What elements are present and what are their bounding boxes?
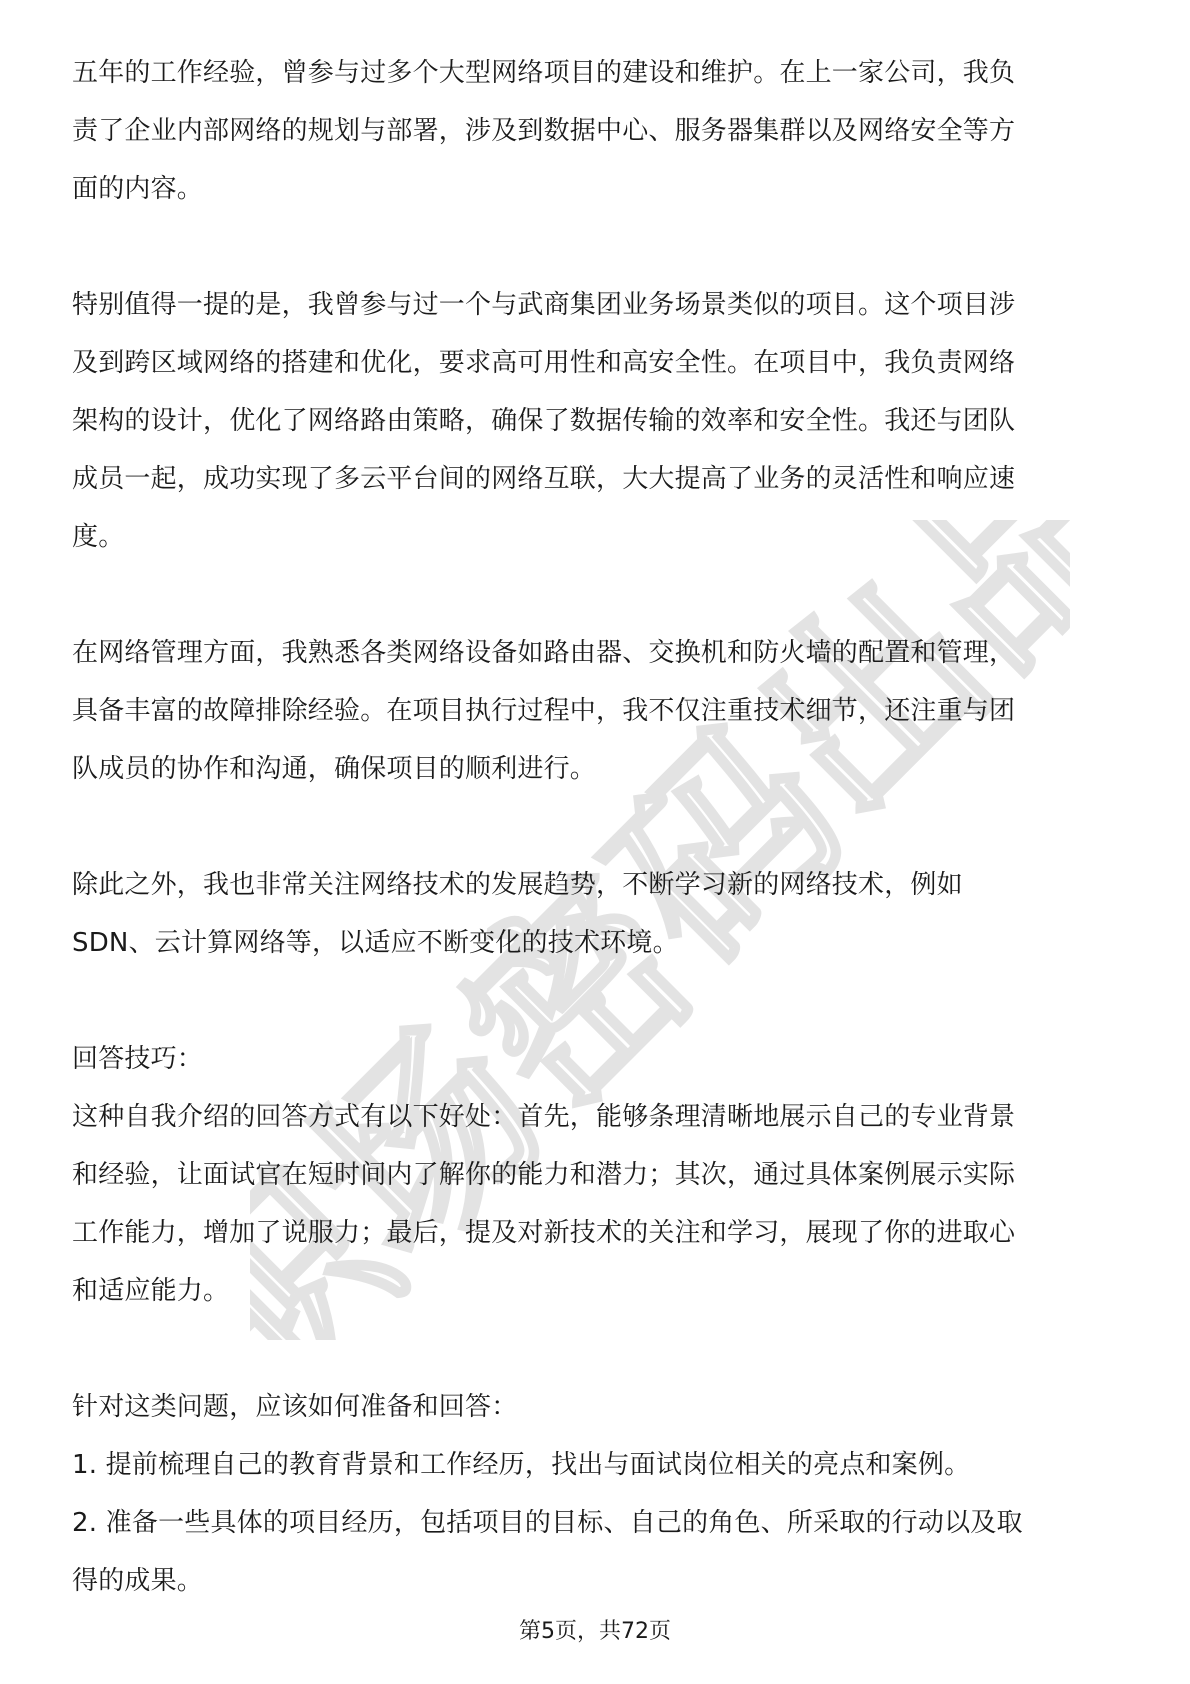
- paragraph-4: [72, 856, 1122, 972]
- paragraph-answer-tips: [72, 1030, 1122, 1320]
- section-heading: 回答技巧：: [72, 1044, 204, 1074]
- paragraph-1: [72, 44, 1122, 218]
- list-item: 2. 准备一些具体的项目经历，包括项目的目标、自己的角色、所采取的行动以及取: [72, 1508, 1023, 1538]
- page-number: 第5页，共72页: [519, 1619, 671, 1644]
- text-line: 特别值得一提的是，我曾参与过一个与武商集团业务场景类似的项目。这个项目涉: [72, 290, 1016, 320]
- text-line: 除此之外，我也非常关注网络技术的发展趋势，不断学习新的网络技术，例如: [72, 870, 963, 900]
- text-line: 和经验，让面试官在短时间内了解你的能力和潜力；其次，通过具体案例展示实际: [72, 1160, 1016, 1190]
- paragraph-gap: [72, 566, 1122, 624]
- text-line: SDN、云计算网络等，以适应不断变化的技术环境。: [72, 928, 679, 958]
- paragraph-gap: [72, 218, 1122, 276]
- text-line: 架构的设计，优化了网络路由策略，确保了数据传输的效率和安全性。我还与团队: [72, 406, 1016, 436]
- list-item: 1. 提前梳理自己的教育背景和工作经历，找出与面试岗位相关的亮点和案例。: [72, 1450, 971, 1480]
- page-footer: [0, 1614, 1190, 1645]
- text-line: 成员一起，成功实现了多云平台间的网络互联，大大提高了业务的灵活性和响应速: [72, 464, 1016, 494]
- text-line: 和适应能力。: [72, 1276, 230, 1306]
- watermark-text: 职场密码出品: [250, 520, 1070, 1340]
- paragraph-preparation: [72, 1378, 1122, 1610]
- text-line: 及到跨区域网络的搭建和优化，要求高可用性和高安全性。在项目中，我负责网络: [72, 348, 1016, 378]
- paragraph-gap: [72, 972, 1122, 1030]
- section-heading: 针对这类问题，应该如何准备和回答：: [72, 1392, 518, 1422]
- text-line: 具备丰富的故障排除经验。在项目执行过程中，我不仅注重技术细节，还注重与团: [72, 696, 1016, 726]
- text-line: 度。: [72, 522, 125, 552]
- paragraph-2: [72, 276, 1122, 566]
- text-line: 得的成果。: [72, 1566, 204, 1596]
- text-line: 五年的工作经验，曾参与过多个大型网络项目的建设和维护。在上一家公司，我负: [72, 58, 1016, 88]
- text-line: 责了企业内部网络的规划与部署，涉及到数据中心、服务器集群以及网络安全等方: [72, 116, 1016, 146]
- document-body: [72, 44, 1122, 1610]
- text-line: 队成员的协作和沟通，确保项目的顺利进行。: [72, 754, 597, 784]
- text-line: 工作能力，增加了说服力；最后，提及对新技术的关注和学习，展现了你的进取心: [72, 1218, 1016, 1248]
- text-line: 面的内容。: [72, 174, 204, 204]
- paragraph-3: [72, 624, 1122, 798]
- text-line: 这种自我介绍的回答方式有以下好处：首先，能够条理清晰地展示自己的专业背景: [72, 1102, 1016, 1132]
- text-line: 在网络管理方面，我熟悉各类网络设备如路由器、交换机和防火墙的配置和管理，: [72, 638, 1016, 668]
- paragraph-gap: [72, 798, 1122, 856]
- paragraph-gap: [72, 1320, 1122, 1378]
